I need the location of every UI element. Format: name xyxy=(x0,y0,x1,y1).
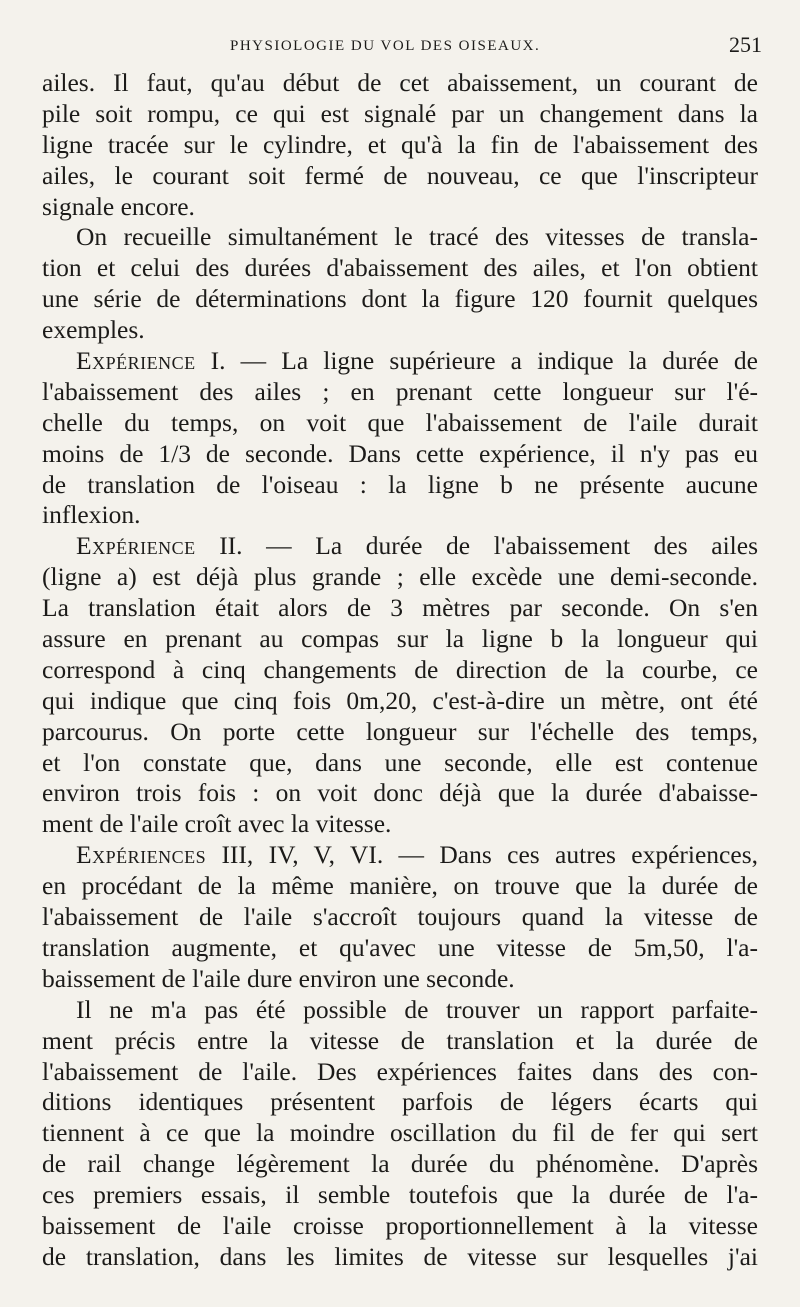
line-text: ditions identiques présentent parfois de légers écarts qui xyxy=(42,1087,758,1117)
text-line xyxy=(42,284,758,315)
text-line xyxy=(42,1057,758,1088)
text-line xyxy=(42,1211,758,1242)
line-text: baissement de l'aile dure environ une seconde. xyxy=(42,963,515,993)
line-text: exemples. xyxy=(42,315,145,345)
line-text: ailes, le courant soit fermé de nouveau, ce que l'inscripteur xyxy=(42,160,758,190)
line-text: l'abaissement de l'aile. Des expériences faites dans des con- xyxy=(42,1056,758,1086)
text-line xyxy=(42,655,758,686)
text-line xyxy=(42,624,758,655)
line-text: qui indique que cinq fois 0m,20, c'est-à-dire un mètre, ont été xyxy=(42,685,758,715)
text-line xyxy=(42,902,758,933)
text-line xyxy=(42,192,758,223)
text-line xyxy=(42,222,758,253)
line-text: correspond à cinq changements de direction de la courbe, ce xyxy=(42,654,758,684)
text-line xyxy=(42,1026,758,1057)
line-text: ces premiers essais, il semble toutefois que la durée de l'a- xyxy=(42,1180,758,1210)
experiment-label: Expérience xyxy=(76,531,196,561)
text-line xyxy=(42,1242,758,1273)
line-text: La translation était alors de 3 mètres par seconde. On s'en xyxy=(42,593,758,623)
line-text: chelle du temps, on voit que l'abaissement de l'aile durait xyxy=(42,407,758,437)
text-line xyxy=(42,1149,758,1180)
experiment-label: Expériences xyxy=(76,840,207,870)
page-number: 251 xyxy=(729,32,762,57)
line-text: parcourus. On porte cette longueur sur l'échelle des temps, xyxy=(42,716,758,746)
line-text: en procédant de la même manière, on trouve que la durée de xyxy=(42,871,758,901)
text-line xyxy=(42,964,758,995)
text-line xyxy=(42,531,758,562)
text-line xyxy=(42,408,758,439)
text-line xyxy=(42,840,758,871)
text-line xyxy=(42,871,758,902)
line-text: (ligne a) est déjà plus grande ; elle excède une demi-seconde. xyxy=(42,562,758,592)
line-text: Il ne m'a pas été possible de trouver un rapport parfaite- xyxy=(76,994,758,1024)
text-line xyxy=(42,439,758,470)
line-text: assure en prenant au compas sur la ligne b la longueur qui xyxy=(42,624,758,654)
text-line xyxy=(42,68,758,99)
running-title: PHYSIOLOGIE DU VOL DES OISEAUX. xyxy=(230,38,541,54)
page-header xyxy=(42,32,762,62)
line-text: tion et celui des durées d'abaissement des ailes, et l'on obtient xyxy=(42,253,758,283)
line-text: pile soit rompu, ce qui est signalé par un changement dans la xyxy=(42,98,758,128)
body-text xyxy=(42,68,758,1273)
experiment-label: Expérience xyxy=(76,346,196,376)
text-line xyxy=(42,470,758,501)
text-line xyxy=(42,1087,758,1118)
line-text: signale encore. xyxy=(42,191,195,221)
text-line xyxy=(42,253,758,284)
line-text: tiennent à ce que la moindre oscillation du fil de fer qui sert xyxy=(42,1118,758,1148)
text-line xyxy=(42,593,758,624)
text-line xyxy=(42,500,758,531)
line-text: environ trois fois : on voit donc déjà que la durée d'abaisse- xyxy=(42,778,758,808)
text-line xyxy=(42,778,758,809)
text-line xyxy=(42,995,758,1026)
line-text: de translation de l'oiseau : la ligne b ne présente aucune xyxy=(42,469,758,499)
line-text: III, IV, V, VI. — Dans ces autres expériences, xyxy=(206,840,758,870)
line-text: ailes. Il faut, qu'au début de cet abaissement, un courant de xyxy=(42,68,758,97)
text-line xyxy=(42,809,758,840)
text-line xyxy=(42,686,758,717)
text-line xyxy=(42,377,758,408)
text-line xyxy=(42,717,758,748)
line-text: On recueille simultanément le tracé des vitesses de transla- xyxy=(76,222,758,252)
line-text: baissement de l'aile croisse proportionnellement à la vitesse xyxy=(42,1210,758,1240)
line-text: II. — La durée de l'abaissement des ailes xyxy=(195,531,758,561)
line-text: et l'on constate que, dans une seconde, elle est contenue xyxy=(42,747,758,777)
text-line xyxy=(42,562,758,593)
text-line xyxy=(42,130,758,161)
line-text: ligne tracée sur le cylindre, et qu'à la fin de l'abaissement des xyxy=(42,129,758,159)
text-line xyxy=(42,1118,758,1149)
line-text: I. — La ligne supérieure a indique la durée de xyxy=(195,346,758,376)
line-text: de translation, dans les limites de vitesse sur lesquelles j'ai xyxy=(42,1241,758,1271)
text-line xyxy=(42,161,758,192)
text-line xyxy=(42,1180,758,1211)
line-text: ment de l'aile croît avec la vitesse. xyxy=(42,809,392,839)
line-text: moins de 1/3 de seconde. Dans cette expérience, il n'y pas eu xyxy=(42,438,758,468)
text-line xyxy=(42,315,758,346)
line-text: l'abaissement de l'aile s'accroît toujours quand la vitesse de xyxy=(42,902,758,932)
text-line xyxy=(42,748,758,779)
line-text: ment précis entre la vitesse de translation et la durée de xyxy=(42,1025,758,1055)
line-text: inflexion. xyxy=(42,500,141,530)
line-text: une série de déterminations dont la figure 120 fournit quelques xyxy=(42,284,758,314)
line-text: translation augmente, et qu'avec une vitesse de 5m,50, l'a- xyxy=(42,932,758,962)
line-text: de rail change légèrement la durée du phénomène. D'après xyxy=(42,1149,758,1179)
text-line xyxy=(42,933,758,964)
text-line xyxy=(42,99,758,130)
line-text: l'abaissement des ailes ; en prenant cette longueur sur l'é- xyxy=(42,376,758,406)
text-line xyxy=(42,346,758,377)
